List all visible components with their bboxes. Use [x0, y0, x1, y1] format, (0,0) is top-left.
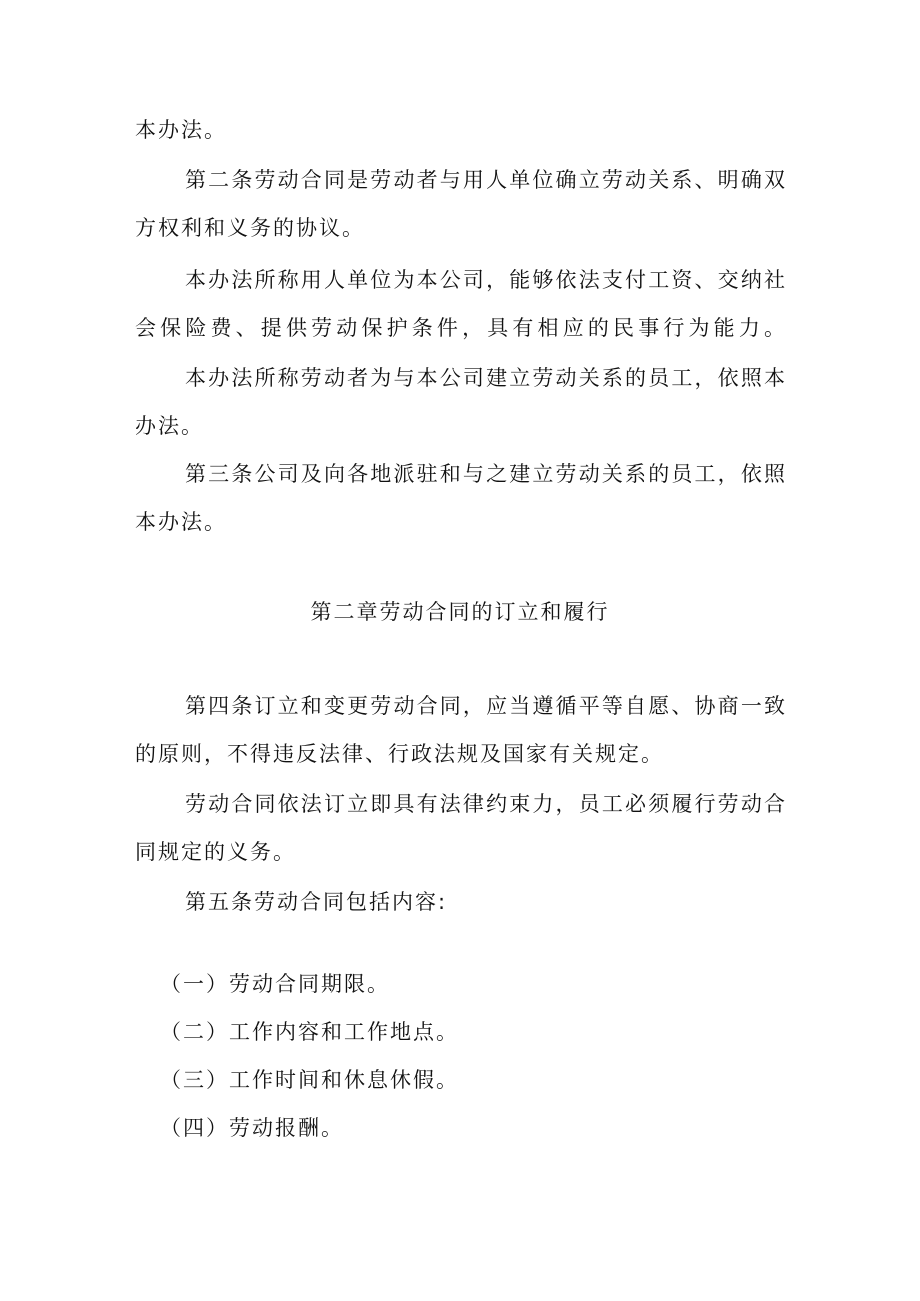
text-line: 办法。 [135, 414, 204, 438]
text-line: 本办法。 [135, 510, 227, 534]
text-line: 会保险费、提供劳动保护条件，具有相应的民事行为能力。 [135, 316, 785, 340]
text-line: 第二条劳动合同是劳动者与用人单位确立劳动关系、明确双 [185, 168, 785, 192]
text-line: 劳动合同依法订立即具有法律约束力，员工必须履行劳动合 [185, 792, 785, 816]
text-line: 第五条劳动合同包括内容: [185, 890, 448, 914]
text-line: 第三条公司及向各地派驻和与之建立劳动关系的员工，依照 [185, 462, 785, 486]
text-line: 本办法所称用人单位为本公司，能够依法支付工资、交纳社 [185, 268, 785, 292]
text-line: 方权利和义务的协议。 [135, 216, 365, 240]
text-line: 同规定的义务。 [135, 840, 296, 864]
list-item: （一）劳动合同期限。 [160, 972, 390, 996]
chapter-heading: 第二章劳动合同的订立和履行 [310, 600, 610, 624]
list-item: （四）劳动报酬。 [160, 1116, 344, 1140]
text-line: 第四条订立和变更劳动合同，应当遵循平等自愿、协商一致 [185, 694, 785, 718]
text-line: 本办法所称劳动者为与本公司建立劳动关系的员工，依照本 [185, 366, 785, 390]
text-line: 的原则，不得违反法律、行政法规及国家有关规定。 [135, 742, 664, 766]
list-item: （三）工作时间和休息休假。 [160, 1068, 459, 1092]
text-line: 本办法。 [135, 118, 227, 142]
list-item: （二）工作内容和工作地点。 [160, 1020, 459, 1044]
